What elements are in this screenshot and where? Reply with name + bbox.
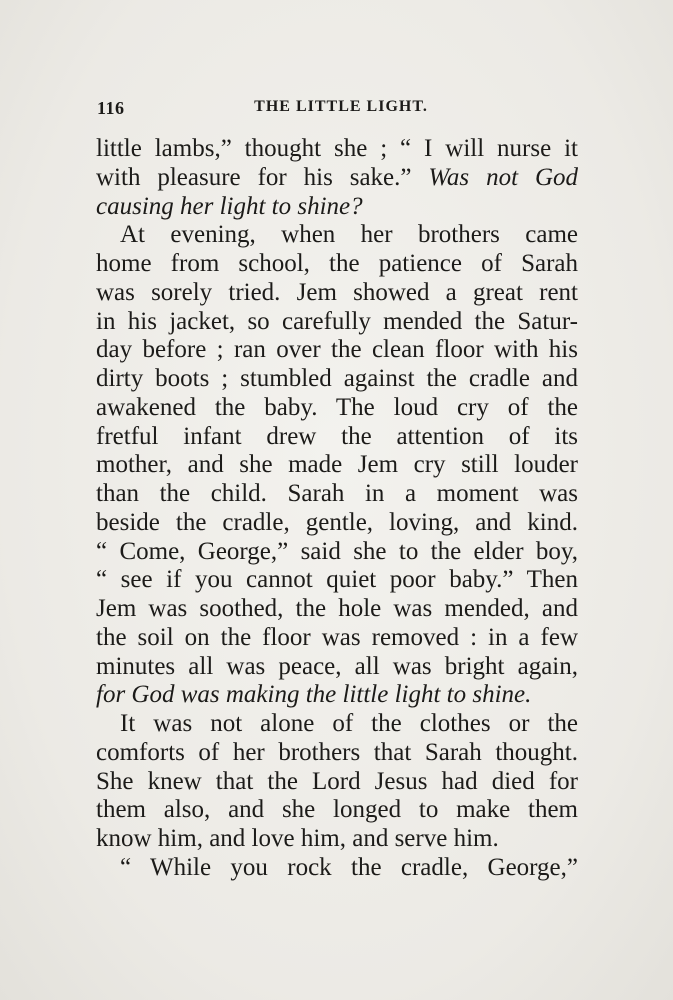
- text-line: [96, 423, 578, 452]
- text-line: [96, 739, 578, 768]
- text-segment: the soil on the floor was removed : in a few: [96, 623, 578, 651]
- text-line: [96, 365, 578, 394]
- text-segment: than the child. Sarah in a moment was: [96, 480, 578, 507]
- text-segment: little lambs,” thought she ; “ I will nurse it: [96, 135, 578, 162]
- text-line: [96, 480, 578, 509]
- text-line: [96, 681, 578, 710]
- text-segment: At evening, when her brothers came: [120, 221, 578, 249]
- text-segment: comforts of her brothers that Sarah thought.: [96, 738, 578, 766]
- text-line: [96, 164, 578, 193]
- text-line: [96, 336, 578, 365]
- text-line: [96, 451, 578, 480]
- text-segment: day before ; ran over the clean floor with his: [96, 336, 578, 364]
- text-line: [96, 509, 578, 538]
- text-line: [96, 566, 578, 595]
- text-line: [96, 768, 578, 797]
- text-segment: know him, and love him, and serve him.: [96, 825, 499, 852]
- text-segment: awakened the baby. The loud cry of the: [96, 393, 578, 421]
- body-text: [96, 135, 578, 883]
- text-segment: beside the cradle, gentle, loving, and kind.: [96, 508, 578, 536]
- text-segment: minutes all was peace, all was bright again,: [96, 652, 578, 680]
- page-number: 116: [97, 98, 125, 118]
- italic-text: for God was making the little light to shine.: [96, 681, 532, 709]
- text-segment: with pleasure for his sake.”: [96, 163, 429, 191]
- page-header: [97, 98, 577, 122]
- italic-text: Was not God: [428, 163, 578, 191]
- text-line: [96, 653, 578, 682]
- text-line: [96, 796, 578, 825]
- text-line: [96, 250, 578, 279]
- text-segment: “ While you rock the cradle, George,”: [120, 853, 578, 881]
- text-segment: It was not alone of the clothes or the: [120, 710, 578, 737]
- italic-text: causing her light to shine?: [96, 192, 363, 220]
- text-segment: mother, and she made Jem cry still louder: [96, 451, 578, 479]
- text-line: [96, 825, 578, 854]
- text-line: [96, 538, 578, 567]
- text-line: [96, 279, 578, 308]
- text-line: [96, 308, 578, 337]
- text-line: [96, 854, 578, 883]
- text-segment: home from school, the patience of Sarah: [96, 250, 578, 277]
- text-line: [96, 135, 578, 164]
- text-line: [96, 710, 578, 739]
- running-title: THE LITTLE LIGHT.: [254, 98, 428, 115]
- text-segment: in his jacket, so carefully mended the Satur-: [96, 307, 578, 335]
- text-line: [96, 624, 578, 653]
- text-segment: them also, and she longed to make them: [96, 796, 578, 824]
- text-line: [96, 394, 578, 423]
- text-segment: She knew that the Lord Jesus had died for: [96, 767, 578, 795]
- text-line: [96, 595, 578, 624]
- text-line: [96, 221, 578, 250]
- text-segment: dirty boots ; stumbled against the cradle and: [96, 365, 578, 392]
- text-segment: was sorely tried. Jem showed a great rent: [96, 278, 578, 306]
- text-segment: Jem was soothed, the hole was mended, and: [96, 595, 578, 622]
- text-segment: “ see if you cannot quiet poor baby.” Then: [96, 566, 578, 594]
- text-segment: “ Come, George,” said she to the elder boy,: [96, 537, 578, 565]
- text-line: [96, 193, 578, 222]
- text-segment: fretful infant drew the attention of its: [96, 422, 578, 450]
